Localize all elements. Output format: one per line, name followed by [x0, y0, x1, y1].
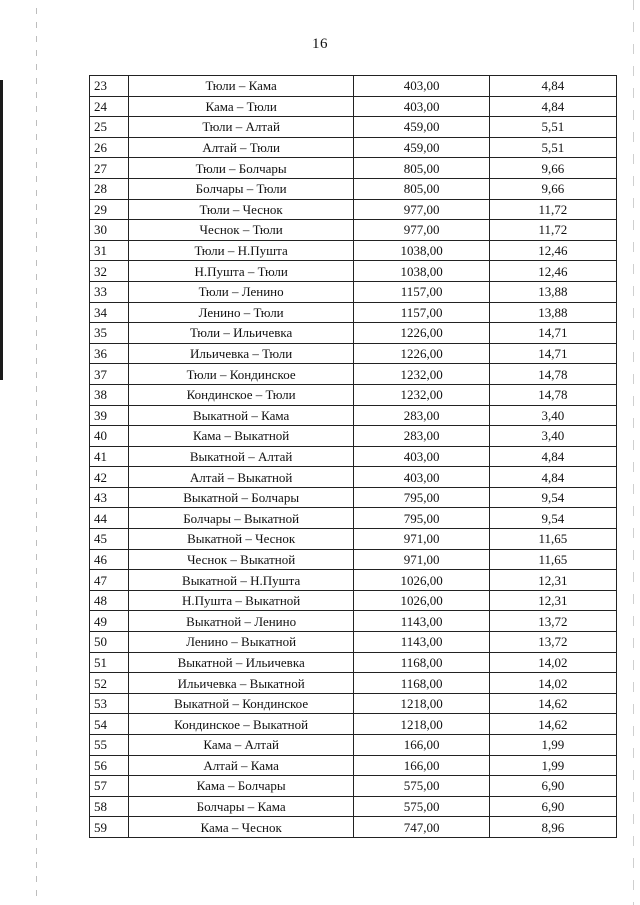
distance-cell: 1038,00	[354, 240, 489, 261]
table-row	[90, 549, 617, 570]
route-cell: Тюли – Ленино	[128, 281, 354, 302]
scan-artifact-line	[633, 0, 634, 905]
row-number-cell: 57	[90, 776, 129, 797]
route-cell: Ильичевка – Тюли	[128, 343, 354, 364]
route-cell: Выкатной – Чеснок	[128, 529, 354, 550]
routes-table-body	[90, 76, 617, 838]
route-cell: Выкатной – Н.Пушта	[128, 570, 354, 591]
row-number-cell: 48	[90, 590, 129, 611]
table-row	[90, 652, 617, 673]
table-row	[90, 364, 617, 385]
distance-cell: 1143,00	[354, 632, 489, 653]
route-cell: Алтай – Кама	[128, 755, 354, 776]
distance-cell: 805,00	[354, 178, 489, 199]
route-cell: Кама – Алтай	[128, 735, 354, 756]
route-cell: Ленино – Тюли	[128, 302, 354, 323]
distance-cell: 283,00	[354, 426, 489, 447]
price-cell: 9,54	[489, 487, 616, 508]
row-number-cell: 55	[90, 735, 129, 756]
distance-cell: 575,00	[354, 796, 489, 817]
distance-cell: 795,00	[354, 487, 489, 508]
distance-cell: 1226,00	[354, 323, 489, 344]
table-row	[90, 384, 617, 405]
distance-cell: 1218,00	[354, 693, 489, 714]
route-cell: Кама – Выкатной	[128, 426, 354, 447]
route-cell: Кондинское – Тюли	[128, 384, 354, 405]
distance-cell: 1226,00	[354, 343, 489, 364]
price-cell: 14,02	[489, 673, 616, 694]
route-cell: Выкатной – Ильичевка	[128, 652, 354, 673]
row-number-cell: 41	[90, 446, 129, 467]
price-cell: 4,84	[489, 467, 616, 488]
distance-cell: 1168,00	[354, 673, 489, 694]
distance-cell: 1232,00	[354, 364, 489, 385]
table-row	[90, 158, 617, 179]
route-cell: Чеснок – Тюли	[128, 220, 354, 241]
row-number-cell: 25	[90, 117, 129, 138]
price-cell: 14,02	[489, 652, 616, 673]
price-cell: 13,88	[489, 281, 616, 302]
row-number-cell: 30	[90, 220, 129, 241]
row-number-cell: 33	[90, 281, 129, 302]
route-cell: Болчары – Выкатной	[128, 508, 354, 529]
route-cell: Ленино – Выкатной	[128, 632, 354, 653]
route-cell: Тюли – Ильичевка	[128, 323, 354, 344]
row-number-cell: 24	[90, 96, 129, 117]
price-cell: 11,72	[489, 199, 616, 220]
distance-cell: 805,00	[354, 158, 489, 179]
price-cell: 14,78	[489, 384, 616, 405]
distance-cell: 1143,00	[354, 611, 489, 632]
table-row	[90, 693, 617, 714]
table-row	[90, 611, 617, 632]
route-cell: Чеснок – Выкатной	[128, 549, 354, 570]
table-row	[90, 117, 617, 138]
table-row	[90, 426, 617, 447]
route-cell: Тюли – Болчары	[128, 158, 354, 179]
route-cell: Алтай – Выкатной	[128, 467, 354, 488]
price-cell: 12,46	[489, 240, 616, 261]
distance-cell: 747,00	[354, 817, 489, 838]
table-row	[90, 178, 617, 199]
distance-cell: 1157,00	[354, 281, 489, 302]
distance-cell: 166,00	[354, 735, 489, 756]
table-row	[90, 220, 617, 241]
distance-cell: 1168,00	[354, 652, 489, 673]
price-cell: 5,51	[489, 117, 616, 138]
distance-cell: 1026,00	[354, 590, 489, 611]
table-row	[90, 96, 617, 117]
price-cell: 1,99	[489, 735, 616, 756]
table-row	[90, 281, 617, 302]
distance-cell: 403,00	[354, 96, 489, 117]
table-row	[90, 323, 617, 344]
table-row	[90, 199, 617, 220]
route-cell: Кама – Чеснок	[128, 817, 354, 838]
table-row	[90, 240, 617, 261]
distance-cell: 459,00	[354, 137, 489, 158]
table-row	[90, 405, 617, 426]
row-number-cell: 38	[90, 384, 129, 405]
row-number-cell: 49	[90, 611, 129, 632]
route-cell: Выкатной – Кама	[128, 405, 354, 426]
row-number-cell: 53	[90, 693, 129, 714]
route-cell: Тюли – Кама	[128, 76, 354, 97]
row-number-cell: 39	[90, 405, 129, 426]
distance-cell: 1218,00	[354, 714, 489, 735]
row-number-cell: 59	[90, 817, 129, 838]
row-number-cell: 58	[90, 796, 129, 817]
distance-cell: 977,00	[354, 220, 489, 241]
table-row	[90, 467, 617, 488]
route-cell: Выкатной – Алтай	[128, 446, 354, 467]
row-number-cell: 51	[90, 652, 129, 673]
price-cell: 13,88	[489, 302, 616, 323]
route-cell: Тюли – Алтай	[128, 117, 354, 138]
price-cell: 14,78	[489, 364, 616, 385]
row-number-cell: 45	[90, 529, 129, 550]
route-cell: Болчары – Тюли	[128, 178, 354, 199]
row-number-cell: 44	[90, 508, 129, 529]
price-cell: 6,90	[489, 796, 616, 817]
distance-cell: 403,00	[354, 76, 489, 97]
routes-table	[89, 75, 617, 838]
row-number-cell: 35	[90, 323, 129, 344]
price-cell: 3,40	[489, 405, 616, 426]
row-number-cell: 54	[90, 714, 129, 735]
route-cell: Н.Пушта – Выкатной	[128, 590, 354, 611]
route-cell: Выкатной – Кондинское	[128, 693, 354, 714]
table-row	[90, 529, 617, 550]
distance-cell: 971,00	[354, 549, 489, 570]
distance-cell: 575,00	[354, 776, 489, 797]
price-cell: 12,31	[489, 590, 616, 611]
distance-cell: 283,00	[354, 405, 489, 426]
price-cell: 4,84	[489, 76, 616, 97]
row-number-cell: 32	[90, 261, 129, 282]
table-row	[90, 343, 617, 364]
route-cell: Болчары – Кама	[128, 796, 354, 817]
table-row	[90, 302, 617, 323]
route-cell: Ильичевка – Выкатной	[128, 673, 354, 694]
route-cell: Кондинское – Выкатной	[128, 714, 354, 735]
route-cell: Н.Пушта – Тюли	[128, 261, 354, 282]
price-cell: 6,90	[489, 776, 616, 797]
price-cell: 11,65	[489, 529, 616, 550]
route-cell: Кама – Тюли	[128, 96, 354, 117]
row-number-cell: 36	[90, 343, 129, 364]
table-row	[90, 570, 617, 591]
price-cell: 13,72	[489, 611, 616, 632]
row-number-cell: 34	[90, 302, 129, 323]
price-cell: 14,71	[489, 323, 616, 344]
scan-artifact-line	[36, 8, 37, 898]
table-row	[90, 735, 617, 756]
row-number-cell: 46	[90, 549, 129, 570]
route-cell: Алтай – Тюли	[128, 137, 354, 158]
page-number: 16	[312, 36, 328, 52]
row-number-cell: 31	[90, 240, 129, 261]
row-number-cell: 47	[90, 570, 129, 591]
price-cell: 9,66	[489, 158, 616, 179]
row-number-cell: 50	[90, 632, 129, 653]
distance-cell: 977,00	[354, 199, 489, 220]
price-cell: 11,72	[489, 220, 616, 241]
table-row	[90, 508, 617, 529]
table-row	[90, 446, 617, 467]
route-cell: Кама – Болчары	[128, 776, 354, 797]
route-cell: Тюли – Кондинское	[128, 364, 354, 385]
scan-edge-mark	[0, 80, 3, 380]
route-cell: Тюли – Н.Пушта	[128, 240, 354, 261]
price-cell: 3,40	[489, 426, 616, 447]
row-number-cell: 43	[90, 487, 129, 508]
price-cell: 1,99	[489, 755, 616, 776]
table-row	[90, 755, 617, 776]
price-cell: 14,71	[489, 343, 616, 364]
row-number-cell: 42	[90, 467, 129, 488]
row-number-cell: 29	[90, 199, 129, 220]
row-number-cell: 26	[90, 137, 129, 158]
distance-cell: 1026,00	[354, 570, 489, 591]
price-cell: 4,84	[489, 96, 616, 117]
route-cell: Выкатной – Ленино	[128, 611, 354, 632]
distance-cell: 971,00	[354, 529, 489, 550]
row-number-cell: 28	[90, 178, 129, 199]
distance-cell: 403,00	[354, 446, 489, 467]
price-cell: 12,31	[489, 570, 616, 591]
distance-cell: 1157,00	[354, 302, 489, 323]
distance-cell: 459,00	[354, 117, 489, 138]
price-cell: 9,54	[489, 508, 616, 529]
table-row	[90, 714, 617, 735]
price-cell: 5,51	[489, 137, 616, 158]
table-row	[90, 261, 617, 282]
price-cell: 14,62	[489, 714, 616, 735]
row-number-cell: 40	[90, 426, 129, 447]
table-row	[90, 673, 617, 694]
row-number-cell: 56	[90, 755, 129, 776]
row-number-cell: 27	[90, 158, 129, 179]
row-number-cell: 52	[90, 673, 129, 694]
distance-cell: 166,00	[354, 755, 489, 776]
table-row	[90, 776, 617, 797]
price-cell: 4,84	[489, 446, 616, 467]
table-row	[90, 632, 617, 653]
price-cell: 11,65	[489, 549, 616, 570]
row-number-cell: 23	[90, 76, 129, 97]
row-number-cell: 37	[90, 364, 129, 385]
table-row	[90, 76, 617, 97]
route-cell: Тюли – Чеснок	[128, 199, 354, 220]
price-cell: 14,62	[489, 693, 616, 714]
price-cell: 9,66	[489, 178, 616, 199]
distance-cell: 1232,00	[354, 384, 489, 405]
table-row	[90, 590, 617, 611]
table-row	[90, 487, 617, 508]
table-row	[90, 137, 617, 158]
distance-cell: 1038,00	[354, 261, 489, 282]
price-cell: 12,46	[489, 261, 616, 282]
route-cell: Выкатной – Болчары	[128, 487, 354, 508]
price-cell: 13,72	[489, 632, 616, 653]
table-row	[90, 796, 617, 817]
distance-cell: 403,00	[354, 467, 489, 488]
distance-cell: 795,00	[354, 508, 489, 529]
table-row	[90, 817, 617, 838]
price-cell: 8,96	[489, 817, 616, 838]
